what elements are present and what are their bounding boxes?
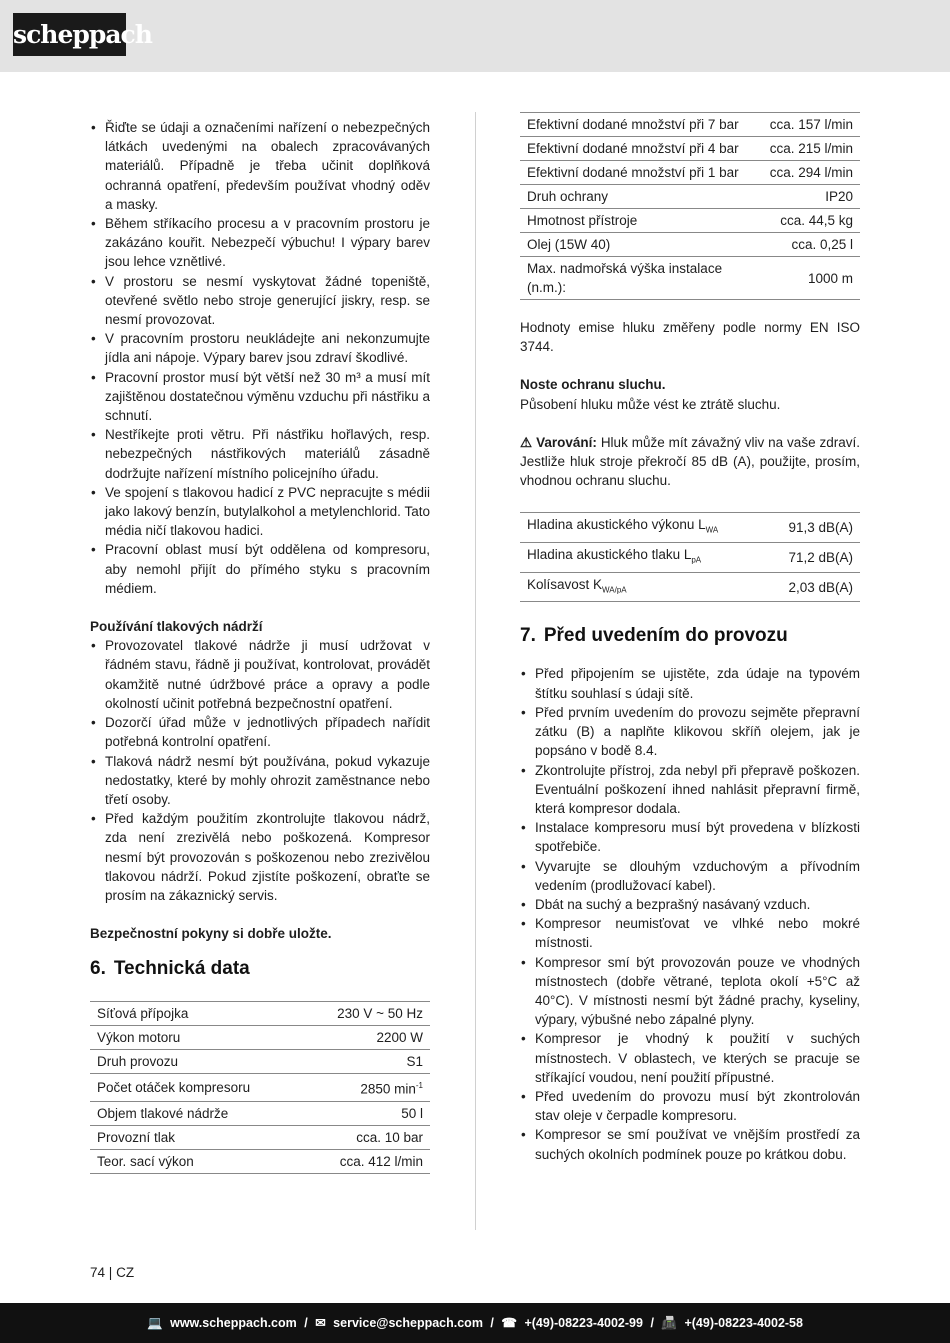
fax-number: +(49)-08223-4002-58 xyxy=(684,1316,803,1330)
spec-label-cell xyxy=(90,1149,303,1173)
page-number-label xyxy=(90,1265,134,1280)
section-7-title: Před uvedením do provozu xyxy=(543,625,788,647)
spec-value: cca. 10 bar xyxy=(356,1129,423,1145)
tech-row xyxy=(90,1002,430,1026)
startup-bullet: • Před uvedením do provozu musí být zkontrolován stav oleje v čerpadle kompresoru. xyxy=(520,1087,860,1125)
spec-label: Objem tlakové nádrže xyxy=(97,1105,229,1121)
spec-value: cca. 44,5 kg xyxy=(780,213,853,228)
spec-label: Efektivní dodané množství při 1 bar xyxy=(527,165,739,180)
noise-row xyxy=(520,572,860,602)
web-icon: 💻 xyxy=(147,1316,163,1330)
spec-value-cell xyxy=(766,543,860,573)
tech-row xyxy=(90,1026,430,1050)
fax-icon: 📠 xyxy=(661,1316,677,1330)
spec-value: 91,3 dB(A) xyxy=(788,520,853,536)
warning-paragraph xyxy=(520,433,860,491)
spec-label-cell xyxy=(520,233,763,257)
safety-bullet: • Během stříkacího procesu a v pracovním prostoru je zakázáno kouřit. Nebezpečí výbuchu! I výpary barev jsou lehce vznětlivé. xyxy=(90,214,430,272)
tank-bullet: • Provozovatel tlakové nádrže ji musí udržovat v řádném stavu, řádně ji používat, kontrolovat, provádět okamžitě nutné údržbové práce a opravy a podle okolností učinit potřebná bezpečnostní opatření. xyxy=(90,636,430,713)
tech-row xyxy=(520,209,860,233)
spec-superscript: -1 xyxy=(415,1081,423,1091)
safety-bullet: • Řiďte se údaji a označeními nařízení o nebezpečných látkách uvedenými na obalech zpracovávaných materiálů. Případně je třeba učinit doplňková ochranná opatření, především používat vhodný oděv a masky. xyxy=(90,118,430,214)
startup-bullet: • Kompresor smí být provozován pouze ve vhodných místnostech (dobře větrané, teplota okolí +5°C až 40°C). V místnosti nesmí být žádné prachy, kyseliny, výpary, výbušné nebo zápalné plyny. xyxy=(520,953,860,1030)
spec-value: 2200 W xyxy=(376,1030,423,1046)
spec-value: IP20 xyxy=(825,189,853,204)
startup-bullet: • Kompresor se smí používat ve vnějším prostředí za suchých okolních podmínek pouze po krátkou dobu. xyxy=(520,1125,860,1163)
noise-table xyxy=(520,512,860,602)
spec-label-cell xyxy=(520,209,763,233)
tech-row xyxy=(520,113,860,137)
safety-bullet: • Nestříkejte proti větru. Při nástřiku hořlavých, resp. nebezpečných nástřikových materiálů zásadně dodržujte nařízení místního policejního úřadu. xyxy=(90,425,430,483)
safety-bullet-list xyxy=(90,118,430,598)
section-7-heading xyxy=(520,624,860,648)
startup-bullet: • Vyvarujte se dlouhým vzduchovým a přívodním vedením (prodlužovací kabel). xyxy=(520,857,860,895)
section-6-title: Technická data xyxy=(113,958,250,980)
warning-text: Hluk může mít závažný vliv na vaše zdraví. Jestliže hluk stroje překročí 85 dB (A), použijte, prosím, vhodnou ochranu sluchu. xyxy=(520,434,860,489)
spec-label-cell xyxy=(520,161,763,185)
spec-value-cell xyxy=(303,1074,430,1102)
startup-bullet: • Instalace kompresoru musí být provedena v blízkosti spotřebiče. xyxy=(520,818,860,856)
noise-row xyxy=(520,543,860,573)
spec-value: cca. 0,25 l xyxy=(791,237,853,252)
noise-row xyxy=(520,513,860,543)
startup-bullet: • Před prvním uvedením do provozu sejměte přepravní zátku (B) a naplňte klikovou skříň olejem, jak je popsáno v bodě 8.4. xyxy=(520,703,860,761)
spec-value: 71,2 dB(A) xyxy=(788,549,853,565)
spec-subscript: WA/pA xyxy=(602,585,627,595)
spec-value: 1000 m xyxy=(807,270,853,286)
spec-label: Olej (15W 40) xyxy=(527,237,611,252)
email-link[interactable]: service@scheppach.com xyxy=(333,1316,483,1330)
spec-value-cell xyxy=(763,185,860,209)
spec-value-cell xyxy=(763,233,860,257)
tech-row xyxy=(520,257,860,300)
safety-bullet: • Pracovní prostor musí být větší než 30 m³ a musí mít zajištěnou dostatečnou výměnu vzduchu při nástřiku a schnutí. xyxy=(90,368,430,426)
spec-value-cell xyxy=(766,572,860,602)
tank-bullet: • Před každým použitím zkontrolujte tlakovou nádrž, zda není zrezivělá nebo poškozená. Kompresor nesmí být provozován s poškozenou nebo zrezivělou tlakovou nádrží. Pokud zjistíte poškození, obraťte se prosím na zákaznický servis. xyxy=(90,809,430,905)
column-divider xyxy=(475,112,476,1230)
spec-value: 2,03 dB(A) xyxy=(788,579,853,595)
spec-subscript: pA xyxy=(691,555,702,565)
startup-bullet-list xyxy=(520,664,860,1163)
section-6-number: 6. xyxy=(90,958,106,980)
footer-slash: / xyxy=(650,1316,654,1330)
startup-bullet: • Zkontrolujte přístroj, zda nebyl při přepravě poškozen. Eventuální poškození ihned nahlásit přepravní firmě, která kompresor dodala. xyxy=(520,761,860,819)
spec-label: Kolísavost K xyxy=(527,576,603,592)
spec-value-cell xyxy=(763,209,860,233)
spec-value: cca. 157 l/min xyxy=(769,117,853,132)
phone-number[interactable]: +(49)-08223-4002-99 xyxy=(524,1316,643,1330)
hearing-text: Působení hluku může vést ke ztrátě sluchu. xyxy=(520,396,781,412)
spec-label-cell xyxy=(520,572,766,602)
spec-label: Výkon motoru xyxy=(97,1030,181,1046)
spec-label: Druh provozu xyxy=(97,1054,179,1070)
tech-row xyxy=(90,1101,430,1125)
startup-bullet: • Kompresor je vhodný k použití v suchých místnostech. V oblastech, ve kterých se pracuje se stříkající voudou, není použití přípustné. xyxy=(520,1029,860,1087)
spec-label: Efektivní dodané množství při 7 bar xyxy=(527,117,739,132)
tech-row xyxy=(520,185,860,209)
spec-label: Teor. sací výkon xyxy=(97,1153,194,1169)
spec-value: cca. 294 l/min xyxy=(769,165,853,180)
spec-label: Max. nadmořská výška instalace (n.m.): xyxy=(527,261,723,295)
section-7-number: 7. xyxy=(520,625,536,647)
spec-label-cell xyxy=(520,185,763,209)
left-column xyxy=(90,118,430,1174)
safety-bullet: • Ve spojení s tlakovou hadicí z PVC nepracujte s médii jako lakový benzín, butylalkohol a metylenchlorid. Tato média ničí tlakovou hadici. xyxy=(90,483,430,541)
scheppach-logo: scheppach xyxy=(13,13,126,56)
tank-bullet: • Tlaková nádrž nesmí být používána, pokud vykazuje nedostatky, které by mohly ohrozit zaměstnance nebo třetí osoby. xyxy=(90,752,430,810)
safety-bullet: • V pracovním prostoru neukládejte ani nekonzumujte jídla ani nápoje. Výpary barev jsou zdraví škodlivé. xyxy=(90,329,430,367)
section-6-heading xyxy=(90,957,430,981)
spec-label-cell xyxy=(520,137,763,161)
tech-row xyxy=(90,1074,430,1102)
spec-label: Počet otáček kompresoru xyxy=(97,1080,251,1096)
right-column xyxy=(520,112,860,1164)
spec-value-cell xyxy=(303,1101,430,1125)
spec-subscript: WA xyxy=(705,526,719,536)
page-header xyxy=(0,0,950,72)
mail-icon: ✉ xyxy=(315,1316,326,1330)
spec-value-cell xyxy=(303,1050,430,1074)
spec-label-cell xyxy=(90,1002,303,1026)
tech-row xyxy=(520,233,860,257)
spec-label: Hmotnost přístroje xyxy=(527,213,638,228)
page-number: 74 xyxy=(90,1265,106,1280)
tank-heading: Používání tlakových nádrží xyxy=(90,619,263,635)
warning-label: Varování: xyxy=(536,434,597,450)
tech-row xyxy=(520,137,860,161)
spec-value-cell xyxy=(303,1125,430,1149)
tech-row xyxy=(90,1125,430,1149)
tank-bullet-list xyxy=(90,636,430,905)
footer-slash: / xyxy=(304,1316,308,1330)
spec-label-cell xyxy=(520,543,766,573)
tech-data-table xyxy=(90,1001,430,1174)
spec-value-cell xyxy=(303,1026,430,1050)
tech-row xyxy=(520,161,860,185)
spec-value-cell xyxy=(303,1149,430,1173)
spec-value: 50 l xyxy=(401,1105,423,1121)
spec-value: 2850 min xyxy=(360,1081,416,1097)
page-separator: | xyxy=(108,1265,113,1280)
spec-label-cell xyxy=(520,113,763,137)
spec-label: Síťová přípojka xyxy=(97,1006,189,1022)
spec-label: Druh ochrany xyxy=(527,189,609,204)
spec-value-cell xyxy=(303,1002,430,1026)
warning-icon: ⚠ xyxy=(520,434,533,450)
spec-label: Hladina akustického výkonu L xyxy=(527,517,706,533)
spec-value-cell xyxy=(763,137,860,161)
noise-note: Hodnoty emise hluku změřeny podle normy EN ISO 3744. xyxy=(520,320,860,355)
spec-label-cell xyxy=(90,1026,303,1050)
spec-label: Hladina akustického tlaku L xyxy=(527,547,692,563)
tech-row xyxy=(90,1050,430,1074)
language-code: CZ xyxy=(116,1265,135,1280)
spec-label-cell xyxy=(90,1050,303,1074)
spec-value-cell xyxy=(763,257,860,300)
tank-bullet: • Dozorčí úřad může v jednotlivých případech nařídit potřebná kontrolní opatření. xyxy=(90,713,430,751)
spec-label-cell xyxy=(90,1125,303,1149)
spec-label-cell xyxy=(520,257,763,300)
spec-value-cell xyxy=(766,513,860,543)
spec-label-cell xyxy=(90,1074,303,1102)
keep-safe-note: Bezpečnostní pokyny si dobře uložte. xyxy=(90,926,332,942)
spec-value-cell xyxy=(763,161,860,185)
spec-value: S1 xyxy=(406,1054,423,1070)
spec-label-cell xyxy=(520,513,766,543)
spec-label: Provozní tlak xyxy=(97,1129,176,1145)
spec-value: cca. 412 l/min xyxy=(339,1153,423,1169)
startup-bullet: • Kompresor neumisťovat ve vlhké nebo mokré místnosti. xyxy=(520,914,860,952)
website-link[interactable]: www.scheppach.com xyxy=(170,1316,297,1330)
tech-data-table-continued xyxy=(520,112,860,300)
phone-icon: ☎ xyxy=(501,1316,517,1330)
spec-value-cell xyxy=(763,113,860,137)
spec-value: cca. 215 l/min xyxy=(769,141,853,156)
safety-bullet: • V prostoru se nesmí vyskytovat žádné topeniště, otevřené světlo nebo stroje generující jiskry, resp. se nesmí provozovat. xyxy=(90,272,430,330)
contact-footer xyxy=(0,1303,950,1343)
safety-bullet: • Pracovní oblast musí být oddělena od kompresoru, aby nemohl přijít do přímého styku s pracovním médiem. xyxy=(90,540,430,598)
footer-slash: / xyxy=(490,1316,494,1330)
spec-label-cell xyxy=(90,1101,303,1125)
tech-row xyxy=(90,1149,430,1173)
startup-bullet: • Před připojením se ujistěte, zda údaje na typovém štítku souhlasí s údaji sítě. xyxy=(520,664,860,702)
hearing-heading: Noste ochranu sluchu. xyxy=(520,377,666,393)
spec-label: Efektivní dodané množství při 4 bar xyxy=(527,141,739,156)
spec-value: 230 V ~ 50 Hz xyxy=(337,1006,423,1022)
startup-bullet: • Dbát na suchý a bezprašný nasávaný vzduch. xyxy=(520,895,860,914)
